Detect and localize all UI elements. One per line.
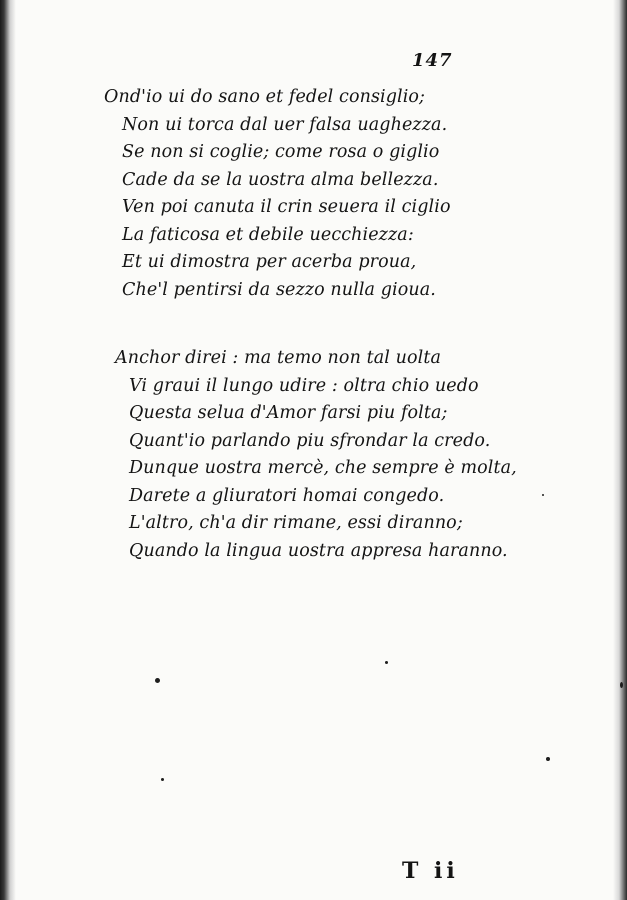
page-number: 147: [412, 50, 453, 71]
verse-line: Cade da se la uostra alma bellezza.: [122, 169, 439, 190]
verse-line: Se non si coglie; come rosa o giglio: [122, 142, 440, 162]
stanza: [115, 345, 517, 565]
verse-line: Che'l pentirsi da sezzo nulla gioua.: [122, 279, 436, 300]
verse-line: Ven poi canuta il crin seuera il ciglio: [122, 197, 451, 217]
ink-speck: [161, 778, 164, 781]
ink-speck: [546, 757, 550, 761]
verse-line: Vi graui il lungo udire : oltra chio uedo: [129, 375, 479, 396]
verse-line: Et ui dimostra per acerba proua,: [122, 252, 417, 272]
page-edge-shadow: [613, 0, 627, 900]
verse-line: L'altro, ch'a dir rimane, essi diranno;: [129, 513, 463, 533]
verse-line: Quant'io parlando piu sfrondar la credo.: [129, 430, 491, 451]
ink-speck: [542, 494, 544, 496]
ink-speck: [385, 661, 388, 664]
verse-line: Dunque uostra mercè, che sempre è molta,: [129, 458, 517, 478]
verse-line: Anchor direi : ma temo non tal uolta: [115, 348, 441, 368]
verse-line: La faticosa et debile uecchiezza:: [122, 224, 414, 245]
signature-mark: T ii: [402, 858, 459, 884]
verse-line: Questa selua d'Amor farsi piu folta;: [129, 403, 448, 423]
verse-line: Quando la lingua uostra appresa haranno.: [129, 540, 508, 561]
stanza: [104, 84, 451, 304]
verse-line: Ond'io ui do sano et fedel consiglio;: [104, 87, 426, 107]
verse-line: Darete a gliuratori homai congedo.: [129, 485, 445, 506]
verse-line: Non ui torca dal uer falsa uaghezza.: [122, 114, 448, 135]
ink-speck: [620, 682, 623, 688]
page-gutter-shadow: [0, 0, 16, 900]
ink-speck: [155, 678, 160, 683]
